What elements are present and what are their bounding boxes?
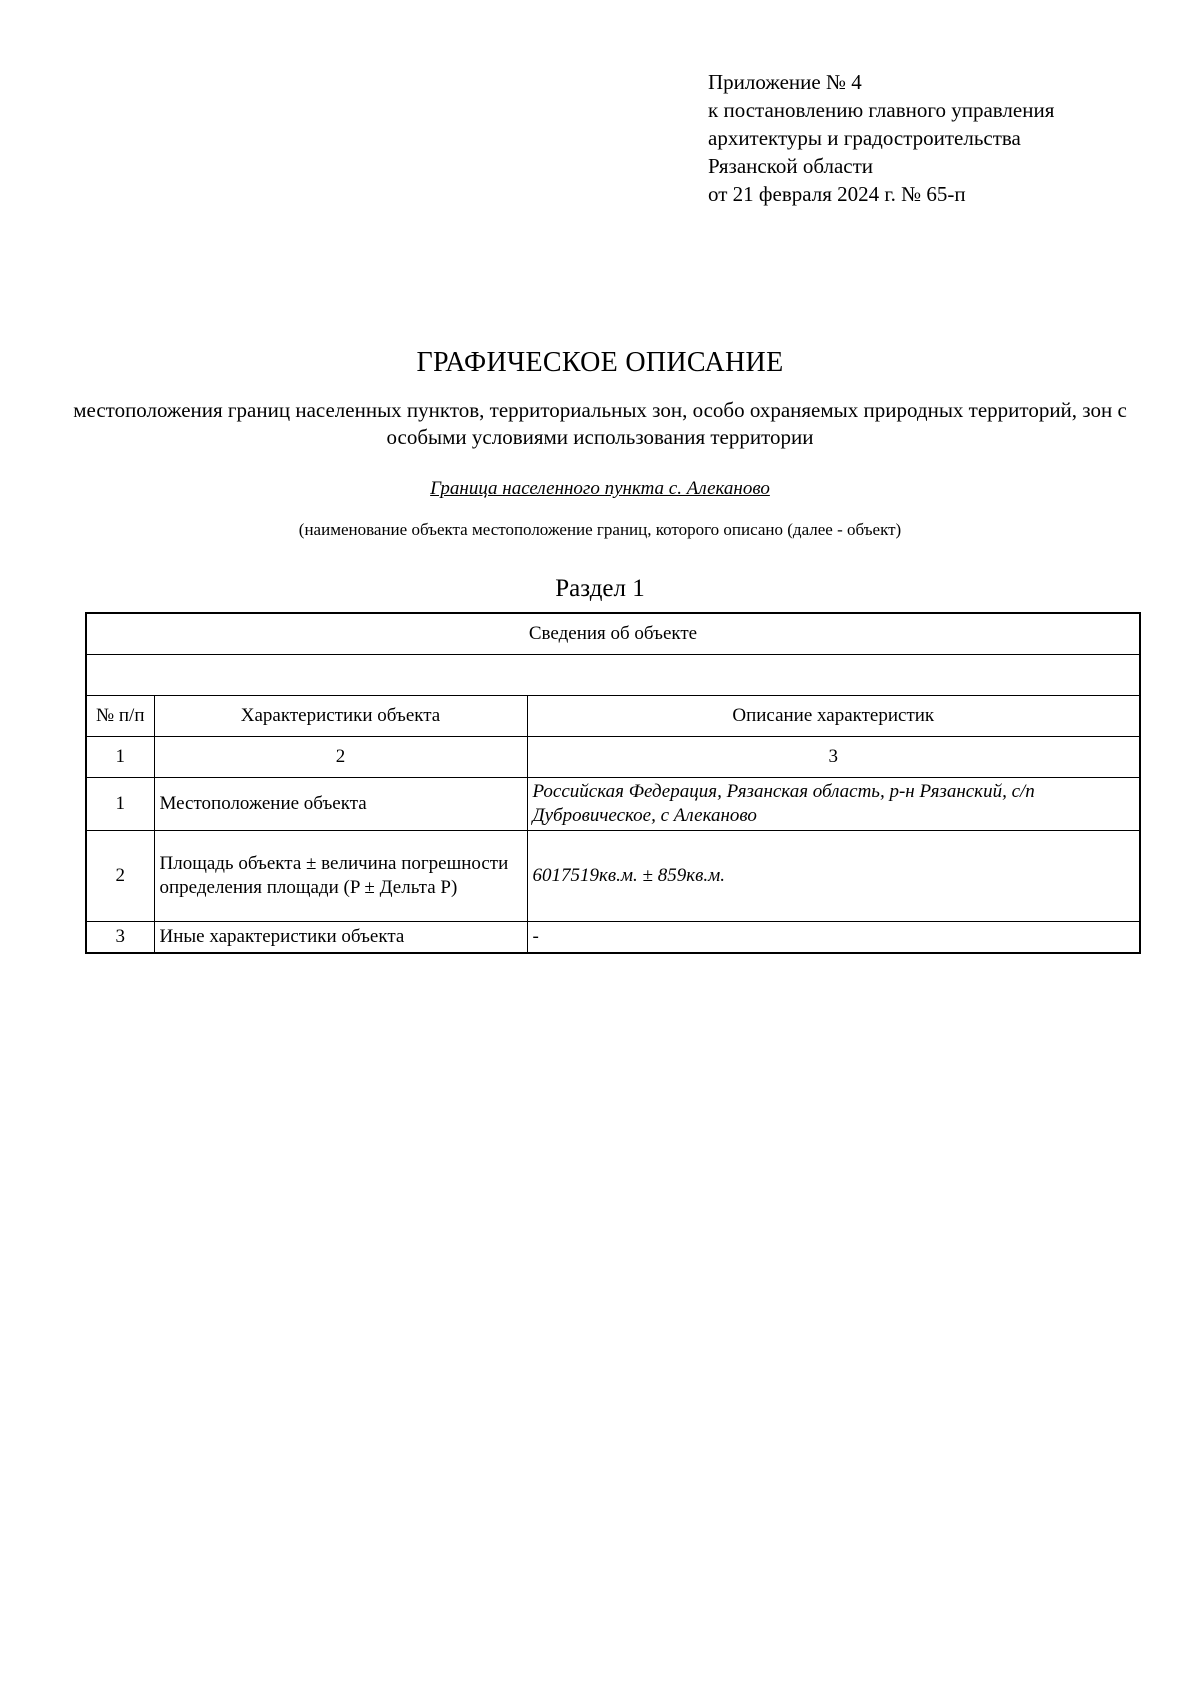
row-number: 3: [86, 922, 154, 954]
appendix-line-1: Приложение № 4: [708, 70, 862, 94]
table-row: [86, 922, 1140, 954]
table-column-numbers-row: [86, 737, 1140, 778]
appendix-line-3: архитектуры и градостроительства: [708, 126, 1021, 150]
object-name-hint: (наименование объекта местоположение границ, которого описано (далее - объект): [298, 520, 902, 539]
row-description: -: [527, 922, 1140, 954]
row-characteristic: Иные характеристики объекта: [154, 922, 527, 954]
section-title: Раздел 1: [555, 575, 645, 602]
object-name: [0, 476, 1200, 501]
row-characteristic: Местоположение объекта: [154, 778, 527, 831]
table-empty-cell: [86, 655, 1140, 696]
column-header-name: Характеристики объекта: [154, 696, 527, 737]
column-header-value: Описание характеристик: [527, 696, 1140, 737]
column-header-num: № п/п: [86, 696, 154, 737]
appendix-line-2: к постановлению главного управления: [708, 98, 1055, 122]
document-subtitle: местоположения границ населенных пунктов, территориальных зон, особо охраняемых природных территорий, зон с особыми условиями использования территории: [73, 398, 1127, 449]
appendix-line-5: от 21 февраля 2024 г. № 65-п: [708, 182, 966, 206]
row-description: 6017519кв.м. ± 859кв.м.: [527, 831, 1140, 922]
document-title: ГРАФИЧЕСКОЕ ОПИСАНИЕ: [416, 347, 784, 378]
table-row: [86, 831, 1140, 922]
column-number-3: 3: [527, 737, 1140, 778]
table-columns-row: [86, 696, 1140, 737]
column-number-1: 1: [86, 737, 154, 778]
row-number: 1: [86, 778, 154, 831]
row-description: Российская Федерация, Рязанская область, р-н Рязанский, с/п Дубровическое, с Алеканово: [527, 778, 1140, 831]
appendix-line-4: Рязанской области: [708, 154, 874, 178]
column-number-2: 2: [154, 737, 527, 778]
table-header-row: [86, 613, 1140, 655]
table-row: [86, 778, 1140, 831]
row-characteristic: Площадь объекта ± величина погрешности определения площади (P ± Дельта P): [154, 831, 527, 922]
appendix-block: [708, 68, 1054, 208]
table-empty-row: [86, 655, 1140, 696]
object-name-text: Граница населенного пункта с. Алеканово: [430, 478, 770, 499]
row-number: 2: [86, 831, 154, 922]
table-header: Сведения об объекте: [86, 613, 1140, 655]
object-info-table: [85, 612, 1141, 954]
